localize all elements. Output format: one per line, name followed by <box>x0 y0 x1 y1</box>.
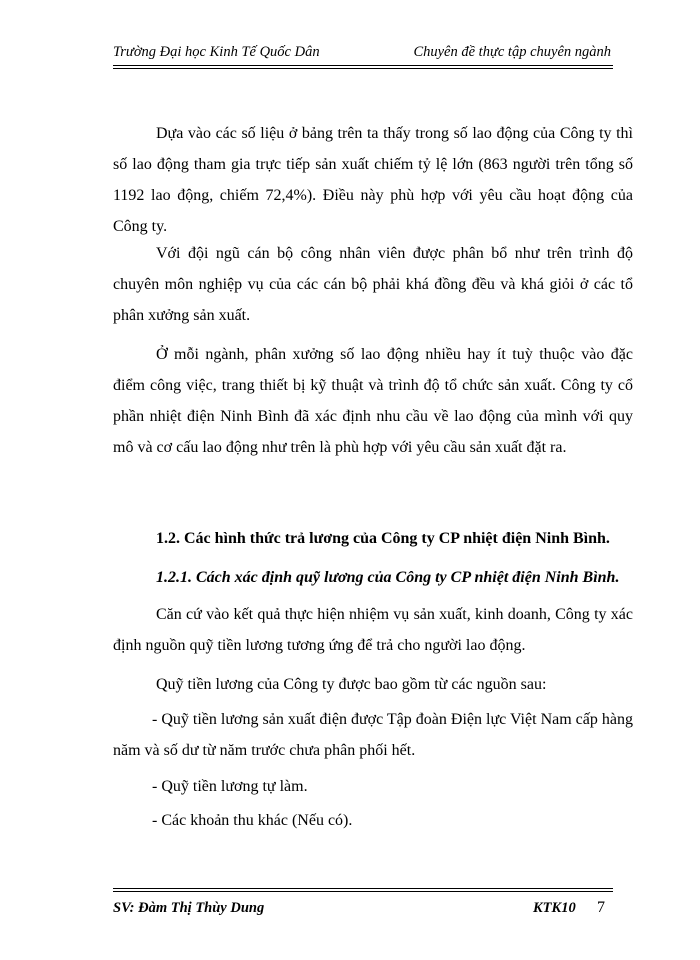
paragraph-3-text: Ở mỗi ngành, phân xưởng số lao động nhiều hay ít tuỳ thuộc vào đặc điểm công việc, trang thiết bị kỹ thuật và trình độ tổ chức sản xuất. Công ty cổ phần nhiệt điện Ninh Bình đã xác định nhu cầu về lao động của mình với quy mô và cơ cấu lao động như trên là phù hợp với yêu cầu sản xuất đặt ra. <box>113 346 633 456</box>
list-item-self-made-fund <box>113 771 633 802</box>
paragraph-5-text: Quỹ tiền lương của Công ty được bao gồm từ các nguồn sau: <box>156 676 547 693</box>
page-header <box>113 42 613 64</box>
header-document-type: Chuyên đề thực tập chuyên ngành <box>413 44 611 60</box>
header-university: Trường Đại học Kinh Tế Quốc Dân <box>113 44 320 60</box>
paragraph-4 <box>113 599 633 661</box>
paragraph-3 <box>113 339 633 463</box>
paragraph-2-text: Với đội ngũ cán bộ công nhân viên được phân bổ như trên trình độ chuyên môn nghiệp vụ của các cán bộ phải khá đồng đều và khá giỏi ở các tổ phân xưởng sản xuất. <box>113 245 633 324</box>
header-rule <box>113 65 613 69</box>
section-heading: 1.2. Các hình thức trả lương của Công ty CP nhiệt điện Ninh Bình. <box>156 530 610 547</box>
paragraph-2 <box>113 238 633 331</box>
footer-class-code: KTK10 <box>533 900 576 916</box>
paragraph-1-text: Dựa vào các số liệu ở bảng trên ta thấy trong số lao động của Công ty thì số lao động tham gia trực tiếp sản xuất chiếm tỷ lệ lớn (863 người trên tổng số 1192 lao động, chiếm 72,4%). Điều này phù hợp với yêu cầu hoạt động của Công ty. <box>113 125 633 235</box>
list-item-salary-fund-text: - Quỹ tiền lương sản xuất điện được Tập đoàn Điện lực Việt Nam cấp hàng năm và số dư từ năm trước chưa phân phối hết. <box>113 711 633 759</box>
list-item-salary-fund <box>113 704 633 766</box>
paragraph-1 <box>113 118 633 242</box>
footer-author: SV: Đàm Thị Thùy Dung <box>113 900 265 916</box>
list-item-other-income <box>113 805 633 836</box>
paragraph-4-text: Căn cứ vào kết quả thực hiện nhiệm vụ sản xuất, kinh doanh, Công ty xác định nguồn quỹ tiền lương tương ứng để trả cho người lao động. <box>113 606 633 654</box>
page-number: 7 <box>597 899 605 916</box>
list-item-other-income-text: - Các khoản thu khác (Nếu có). <box>152 812 353 829</box>
subsection-heading: 1.2.1. Cách xác định quỹ lương của Công ty CP nhiệt điện Ninh Bình. <box>156 569 620 586</box>
footer-rule <box>113 888 613 892</box>
list-item-self-made-fund-text: - Quỹ tiền lương tự làm. <box>152 778 308 795</box>
paragraph-5 <box>113 669 633 700</box>
